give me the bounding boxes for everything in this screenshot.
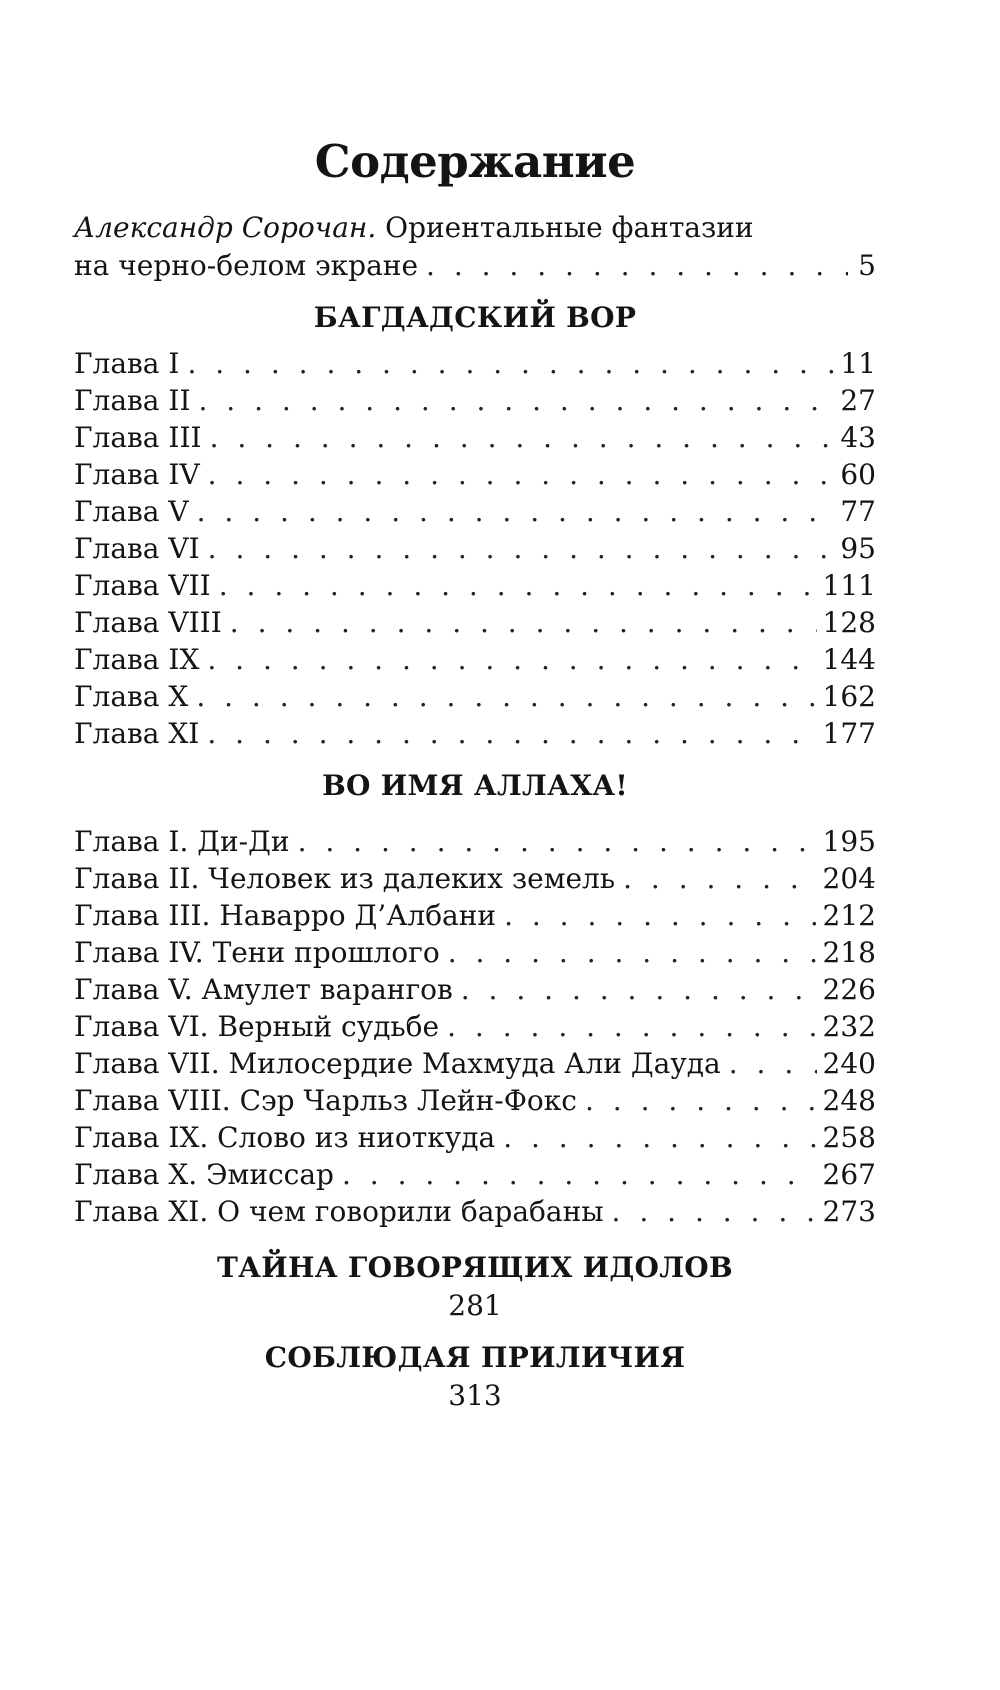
entry-label: Глава VII	[74, 569, 211, 602]
entry-page: 11	[840, 347, 876, 380]
entry-page: 95	[840, 532, 876, 565]
toc-entry	[74, 1007, 876, 1047]
toc-page	[74, 0, 876, 1690]
section-page-number: 313	[448, 1379, 502, 1412]
toc-entry	[74, 677, 876, 717]
leader-dots	[585, 1081, 817, 1121]
toc-entry	[74, 566, 876, 606]
entry-label: Глава I. Ди-Ди	[74, 825, 290, 858]
entry-page: 273	[822, 1195, 876, 1228]
leader-dots	[447, 1007, 816, 1047]
entry-label: Глава VIII. Сэр Чарльз Лейн-Фокс	[74, 1084, 577, 1117]
entry-page: 248	[822, 1084, 876, 1117]
entry-page: 226	[822, 973, 876, 1006]
leader-dots	[208, 455, 835, 495]
entry-label: Глава V	[74, 495, 189, 528]
leader-dots	[207, 714, 816, 754]
intro-author: Александр Сорочан.	[74, 211, 377, 244]
toc-entry	[74, 418, 876, 458]
leader-dots	[612, 1192, 817, 1232]
leader-dots	[298, 822, 817, 862]
intro-entry-line1	[74, 210, 876, 246]
toc-entry	[74, 1155, 876, 1195]
toc-entry	[74, 1118, 876, 1158]
leader-dots	[729, 1044, 817, 1084]
entry-label: Глава X. Эмиссар	[74, 1158, 334, 1191]
toc-entry	[74, 822, 876, 862]
leader-dots	[504, 896, 816, 936]
entry-label: Глава VI. Верный судьбе	[74, 1010, 440, 1043]
toc-entry	[74, 1081, 876, 1121]
entry-page: 111	[822, 569, 876, 602]
entry-label: Глава IV	[74, 458, 200, 491]
entry-label: Глава III. Наварро Д’Албани	[74, 899, 497, 932]
entry-label: Глава VI	[74, 532, 200, 565]
intro-entry-line2	[74, 246, 876, 286]
toc-entry	[74, 859, 876, 899]
leader-dots	[219, 566, 817, 606]
section-heading-baghdad-thief: БАГДАДСКИЙ ВОР	[313, 301, 637, 334]
section-heading-keeping-decorum: СОБЛЮДАЯ ПРИЛИЧИЯ	[264, 1341, 686, 1374]
toc-entry	[74, 970, 876, 1010]
toc-entry	[74, 344, 876, 384]
toc-entry	[74, 1044, 876, 1084]
entry-page: 258	[822, 1121, 876, 1154]
entry-page: 212	[822, 899, 876, 932]
entry-page: 27	[840, 384, 876, 417]
leader-dots	[197, 492, 835, 532]
toc-entry	[74, 529, 876, 569]
entry-page: 218	[822, 936, 876, 969]
entry-page: 232	[822, 1010, 876, 1043]
entry-page: 128	[822, 606, 876, 639]
page-title: Содержание	[314, 135, 636, 188]
entry-page: 162	[822, 680, 876, 713]
toc-entry	[74, 603, 876, 643]
toc-entry	[74, 933, 876, 973]
entry-label: Глава V. Амулет варангов	[74, 973, 453, 1006]
section-page-number: 281	[448, 1289, 502, 1322]
entry-label: Глава II. Человек из далеких земель	[74, 862, 616, 895]
leader-dots	[623, 859, 816, 899]
entry-label: Глава IV. Тени прошлого	[74, 936, 440, 969]
entry-label: Глава II	[74, 384, 191, 417]
leader-dots	[199, 381, 835, 421]
entry-page: 267	[822, 1158, 876, 1191]
toc-entry	[74, 381, 876, 421]
entry-label: Глава IX. Слово из ниоткуда	[74, 1121, 496, 1154]
toc-entry	[74, 492, 876, 532]
leader-dots	[187, 344, 834, 384]
toc-entry	[74, 896, 876, 936]
leader-dots	[342, 1155, 817, 1195]
entry-label: Глава XI	[74, 717, 200, 750]
entry-page: 177	[822, 717, 876, 750]
leader-dots	[196, 677, 816, 717]
toc-entry	[74, 714, 876, 754]
leader-dots	[208, 529, 835, 569]
leader-dots	[503, 1118, 816, 1158]
leader-dots	[210, 418, 835, 458]
entry-label: Глава I	[74, 347, 180, 380]
entry-label: Глава VII. Милосердие Махмуда Али Дауда	[74, 1047, 721, 1080]
leader-dots	[207, 640, 816, 680]
leader-dots	[448, 933, 817, 973]
entry-page: 204	[822, 862, 876, 895]
intro-page-number: 5	[858, 249, 876, 282]
entry-page: 43	[840, 421, 876, 454]
entry-page: 195	[822, 825, 876, 858]
toc-entry	[74, 455, 876, 495]
section-heading-in-the-name-of-allah: ВО ИМЯ АЛЛАХА!	[322, 769, 628, 802]
intro-title-part1: Ориентальные фантазии	[376, 211, 754, 244]
entry-label: Глава III	[74, 421, 202, 454]
section-heading-talking-idols: ТАЙНА ГОВОРЯЩИХ ИДОЛОВ	[217, 1251, 733, 1284]
entry-label: Глава IX	[74, 643, 200, 676]
entry-label: Глава XI. О чем говорили барабаны	[74, 1195, 604, 1228]
intro-title-part2: на черно-белом экране	[74, 249, 419, 282]
toc-entry	[74, 640, 876, 680]
entry-page: 60	[840, 458, 876, 491]
entry-page: 144	[822, 643, 876, 676]
toc-entry	[74, 1192, 876, 1232]
entry-page: 77	[840, 495, 876, 528]
entry-page: 240	[822, 1047, 876, 1080]
leader-dots	[230, 603, 817, 643]
leader-dots	[426, 246, 848, 286]
leader-dots	[461, 970, 817, 1010]
entry-label: Глава X	[74, 680, 189, 713]
entry-label: Глава VIII	[74, 606, 222, 639]
